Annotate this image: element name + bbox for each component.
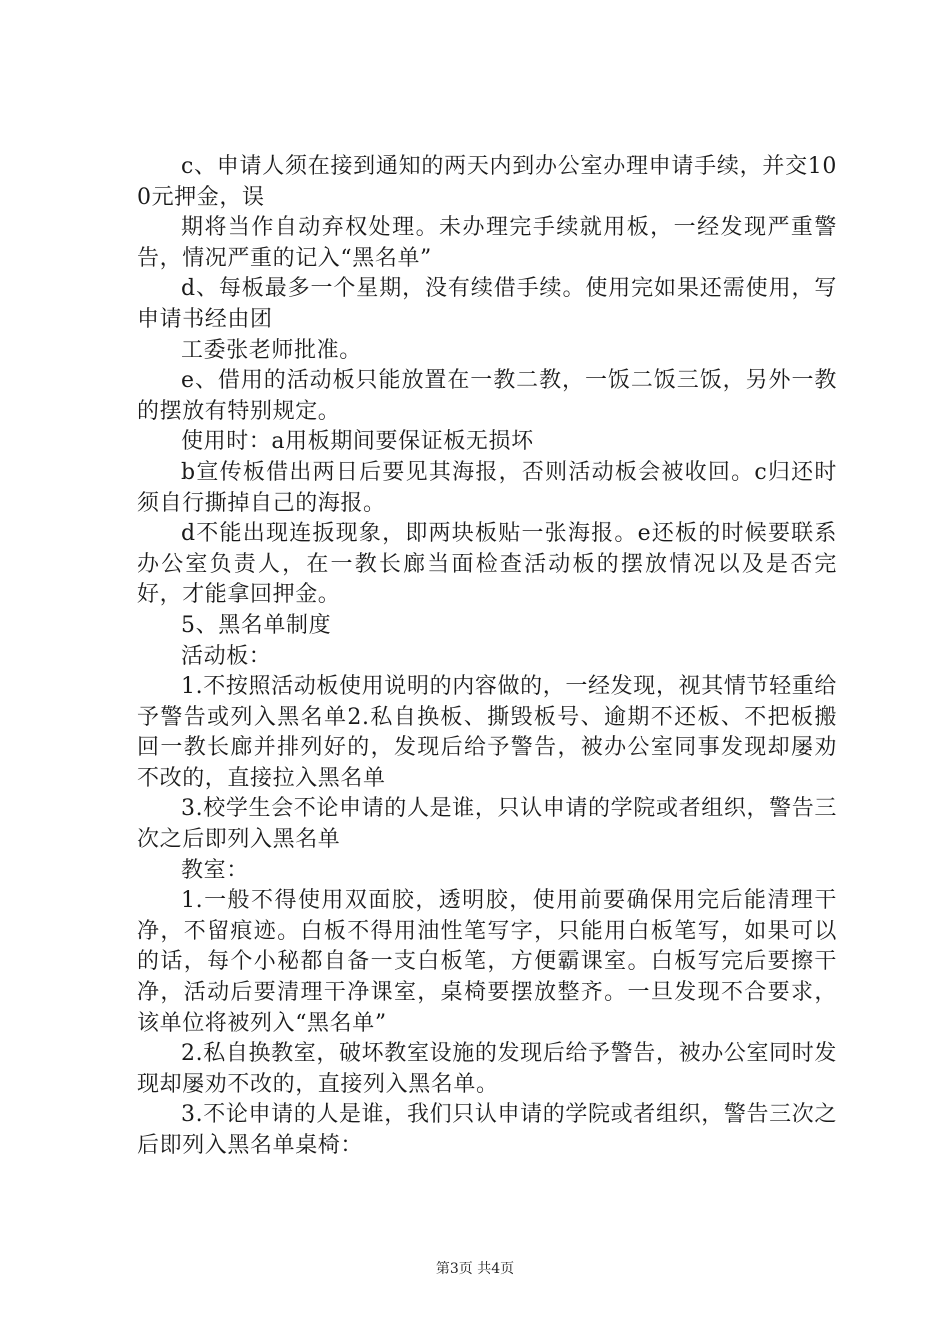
paragraph: 1.不按照活动板使用说明的内容做的，一经发现，视其情节轻重给予警告或列入黑名单2.私自换板、撕毁板号、逾期不还板、不把板搬回一教长廊并排列好的，发现后给予警告，被办公室同事发现却屡劝不改的，直接拉入黑名单 [137, 674, 837, 791]
paragraph: 1.一般不得使用双面胶，透明胶，使用前要确保用完后能清理干净，不留痕迹。白板不得用油性笔写字，只能用白板笔写，如果可以的话，每个小秘都自备一支白板笔，方便霸课室。白板写完后要擦干净，活动后要清理干净课室，桌椅要摆放整齐。一旦发现不合要求，该单位将被列入“黑名单” [137, 888, 837, 1036]
paragraph: d、每板最多一个星期，没有续借手续。使用完如果还需使用，写申请书经由团 [137, 276, 837, 332]
paragraph: e、借用的活动板只能放置在一教二教，一饭二饭三饭，另外一教的摆放有特别规定。 [137, 368, 837, 424]
paragraph: 3.校学生会不论申请的人是谁，只认申请的学院或者组织，警告三次之后即列入黑名单 [137, 796, 837, 853]
paragraph: c、申请人须在接到通知的两天内到办公室办理申请手续，并交100元押金，误 [137, 154, 837, 210]
subsection-label: 活动板： [181, 643, 272, 669]
section-heading: 5、黑名单制度 [181, 612, 332, 638]
subsection-label: 教室： [181, 857, 249, 883]
paragraph: b宣传板借出两日后要见其海报，否则活动板会被收回。c归还时须自行撕掉自己的海报。 [137, 459, 837, 516]
document-body [137, 152, 837, 1162]
paragraph: 2.私自换教室，破坏教室设施的发现后给予警告，被办公室同时发现却屡劝不改的，直接列入黑名单。 [137, 1041, 837, 1097]
paragraph: d不能出现连扳现象，即两块板贴一张海报。e还板的时候要联系办公室负责人，在一教长廊当面检查活动板的摆放情况以及是否完好，才能拿回押金。 [137, 521, 837, 608]
paragraph: 使用时：a用板期间要保证板无损坏 [181, 429, 534, 455]
paragraph: 工委张老师批准。 [181, 337, 362, 363]
paragraph: 期将当作自动弃权处理。未办理完手续就用板，一经发现严重警告，情况严重的记入“黑名单” [137, 215, 837, 271]
paragraph: 3.不论申请的人是谁，我们只认申请的学院或者组织，警告三次之后即列入黑名单桌椅： [137, 1102, 837, 1158]
page-number-footer: 第3页 共4页 [435, 1261, 515, 1277]
